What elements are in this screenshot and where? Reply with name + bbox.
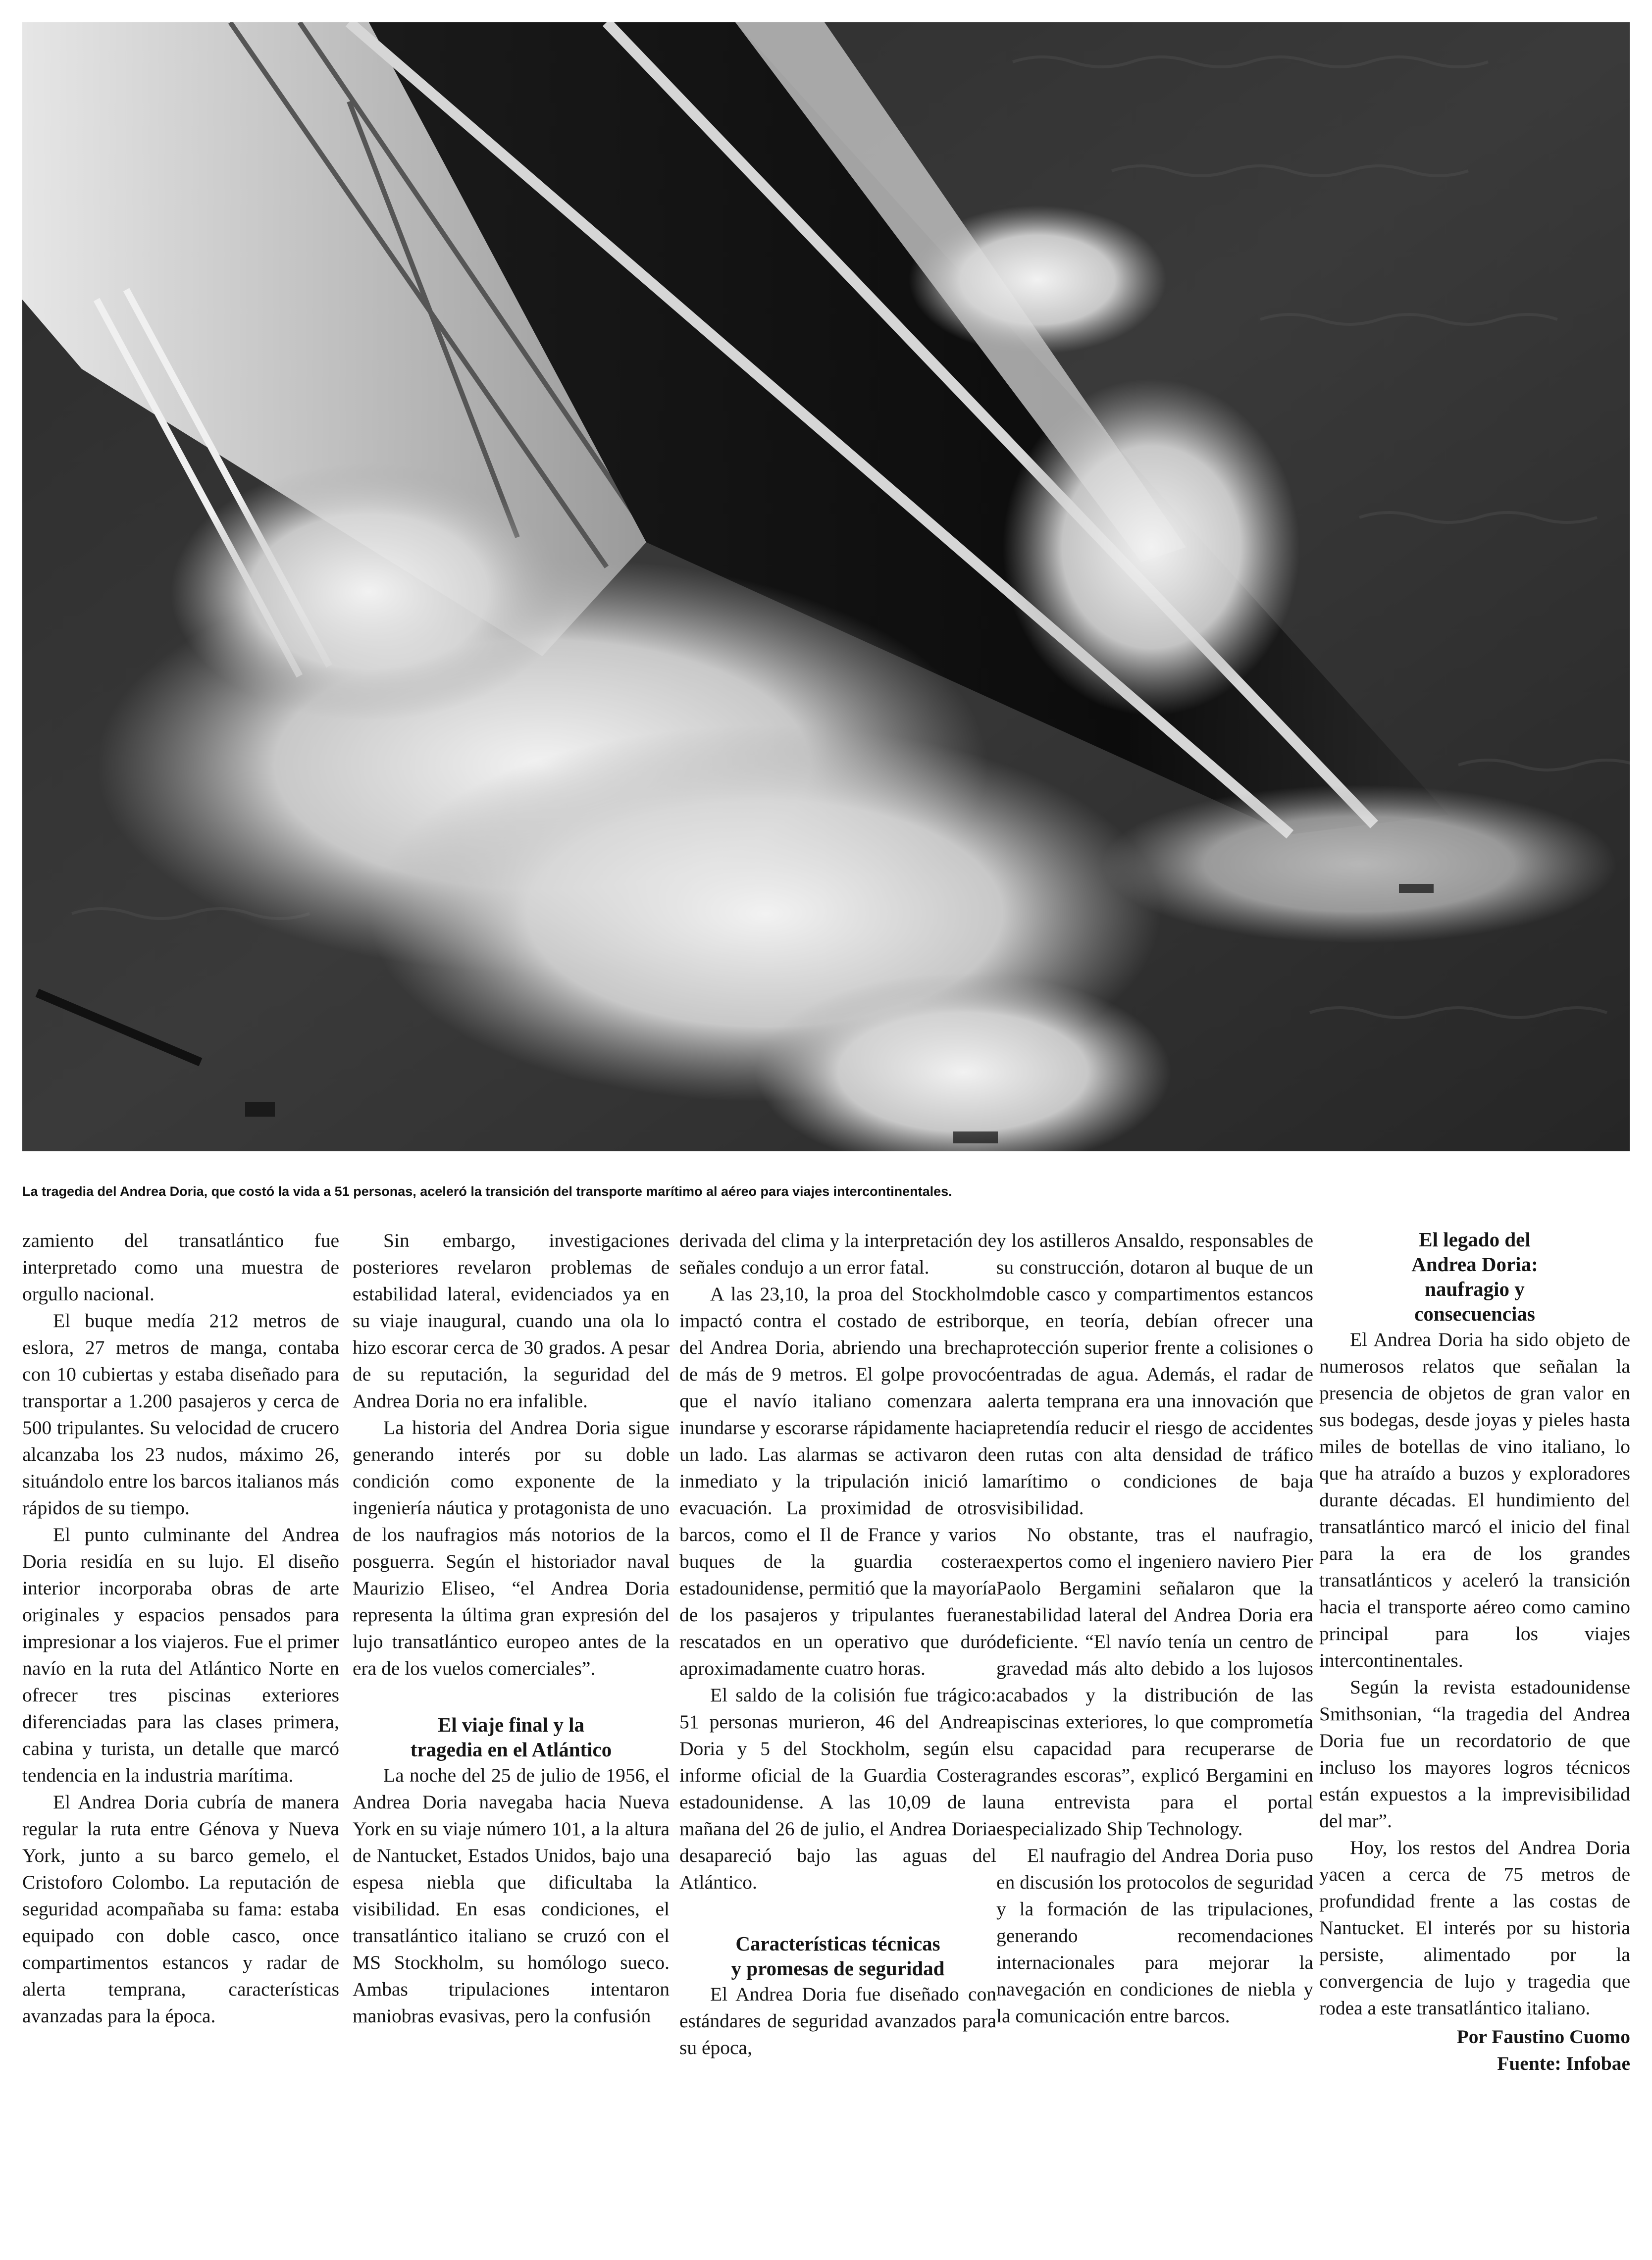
paragraph: La historia del Andrea Doria sigue generando interés por su doble condición como exponente de la ingeniería náutica y protagonista de uno de los naufragios más notorios de la posguerra. Según el historiador naval Maurizio Eliseo, “el Andrea Doria representa la última gran expresión del lujo transatlántico europeo antes de la era de los vuelos comerciales”. <box>353 1417 670 1679</box>
paragraph: El Andrea Doria fue diseñado con estándares de seguridad avanzados para su época, <box>679 1983 996 2058</box>
paragraph: La noche del 25 de julio de 1956, el Andrea Doria navegaba hacia Nueva York en su viaje número 101, a la altura de Nantucket, Estados Unidos, bajo una espesa niebla que dificultaba la visibilidad. En esas condiciones, el transatlántico italiano se cruzó con el MS Stockholm, su homólogo sueco. Ambas tripulaciones intentaron maniobras evasivas, pero la confusión <box>353 1764 670 2027</box>
paragraph: El saldo de la colisión fue trágico: 51 personas murieron, 46 del Andrea Doria y 5 del Stockholm, según el informe oficial de la Guardia Costera estadounidense. A las 10,09 de la mañana del 26 de julio, el Andrea Doria desapareció bajo las aguas del Atlántico. <box>679 1684 996 1893</box>
paragraph: derivada del clima y la interpretación de señales condujo a un error fatal. <box>679 1230 996 1278</box>
paragraph: Según la revista estadounidense Smithsonian, “la tragedia del Andrea Doria fue un recordatorio de que incluso los mayores logros técnicos están expuestos a la imprevisibilidad del mar”. <box>1319 1676 1630 1832</box>
byline <box>1319 2023 1630 2077</box>
subheading-viaje-final: El viaje final y la tragedia en el Atlántico <box>410 1713 612 1761</box>
paragraph: Sin embargo, investigaciones posteriores revelaron problemas de estabilidad lateral, evidenciados ya en su viaje inaugural, cuando una ola lo hizo escorar cerca de 30 grados. A pesar de su reputación, la seguridad del Andrea Doria no era infalible. <box>353 1230 670 1412</box>
subheading-legado: El legado del Andrea Doria: naufragio y consecuencias <box>1411 1228 1538 1325</box>
subheading-caracteristicas: Características técnicas y promesas de seguridad <box>731 1932 945 1980</box>
paragraph: No obstante, tras el naufragio, expertos como el ingeniero naviero Pier Paolo Bergamini señalaron que la estabilidad lateral del Andrea Doria era deficiente. “El navío tenía un centro de gravedad más alto debido a los lujosos acabados y la distribución de las piscinas exteriores, lo que comprometía su capacidad para recuperarse de grandes escoras”, explicó Bergamini en una entrevista para el portal especializado Ship Technology. <box>996 1524 1313 1840</box>
article-column-1 <box>22 1227 339 2252</box>
article-photo <box>22 22 1630 1151</box>
paragraph: El naufragio del Andrea Doria puso en discusión los protocolos de seguridad y la formación de las tripulaciones, generando recomendaciones internacionales para mejorar la navegación en condiciones de niebla y la comunicación entre barcos. <box>996 1845 1313 2027</box>
paragraph: y los astilleros Ansaldo, responsables de su construcción, dotaron al buque de un doble casco y compartimentos estancos que, en teoría, debían ofrecer una protección superior frente a colisiones o entradas de agua. Además, el radar de alerta temprana era una innovación que pretendía reducir el riesgo de accidentes en rutas con alta densidad de tráfico marítimo o condiciones de baja visibilidad. <box>996 1230 1313 1519</box>
paragraph: El buque medía 212 metros de eslora, 27 metros de manga, contaba con 10 cubiertas y estaba diseñado para transportar a 1.200 pasajeros y cerca de 500 tripulantes. Su velocidad de crucero alcanzaba los 23 nudos, máximo 26, situándolo entre los barcos italianos más rápidos de su tiempo. <box>22 1310 339 1519</box>
paragraph: zamiento del transatlántico fue interpretado como una muestra de orgullo nacional. <box>22 1230 339 1305</box>
article-column-3 <box>679 1227 996 2252</box>
photo-caption: La tragedia del Andrea Doria, que costó la vida a 51 personas, aceleró la transición del transporte marítimo al aéreo para viajes intercontinentales. <box>22 1184 952 1199</box>
article-column-2 <box>353 1227 670 2252</box>
article-column-5 <box>1319 1227 1630 2252</box>
paragraph: El Andrea Doria cubría de manera regular la ruta entre Génova y Nueva York, junto a su barco gemelo, el Cristoforo Colombo. La reputación de seguridad acompañaba su fama: estaba equipado con doble casco, once compartimentos estancos y radar de alerta temprana, características avanzadas para la época. <box>22 1791 339 2027</box>
paragraph: Hoy, los restos del Andrea Doria yacen a cerca de 75 metros de profundidad frente a las costas de Nantucket. El interés por su historia persiste, alimentado por la convergencia de lujo y tragedia que rodea a este transatlántico italiano. <box>1319 1837 1630 2019</box>
source: Fuente: Infobae <box>1497 2053 1630 2074</box>
sinking-ship-photo <box>22 22 1630 1151</box>
author: Por Faustino Cuomo <box>1456 2026 1630 2048</box>
article-column-4 <box>996 1227 1313 2252</box>
paragraph: El punto culminante del Andrea Doria residía en su lujo. El diseño interior incorporaba obras de arte originales y espacios pensados para impresionar a los viajeros. Fue el primer navío en la ruta del Atlántico Norte en ofrecer tres piscinas exteriores diferenciadas para las clases primera, cabina y turista, un detalle que marcó tendencia en la industria marítima. <box>22 1524 339 1786</box>
paragraph: El Andrea Doria ha sido objeto de numerosos relatos que señalan la presencia de objetos de gran valor en sus bodegas, desde joyas y pieles hasta miles de botellas de vino italiano, lo que ha atraído a buzos y exploradores durante décadas. El hundimiento del transatlántico marcó el inicio del final para la era de los grandes transatlánticos y aceleró la transición hacia el transporte aéreo como camino principal para los viajes intercontinentales. <box>1319 1329 1630 1671</box>
paragraph: A las 23,10, la proa del Stockholm impactó contra el costado de estribor del Andrea Doria, abriendo una brecha de más de 9 metros. El golpe provocó que el navío italiano comenzara a inundarse y escorarse rápidamente hacia un lado. Las alarmas se activaron de inmediato y la tripulación inició la evacuación. La proximidad de otros barcos, como el Il de France y varios buques de la guardia costera estadounidense, permitió que la mayoría de los pasajeros y tripulantes fueran rescatados en un operativo que duró aproximadamente cuatro horas. <box>679 1283 996 1679</box>
